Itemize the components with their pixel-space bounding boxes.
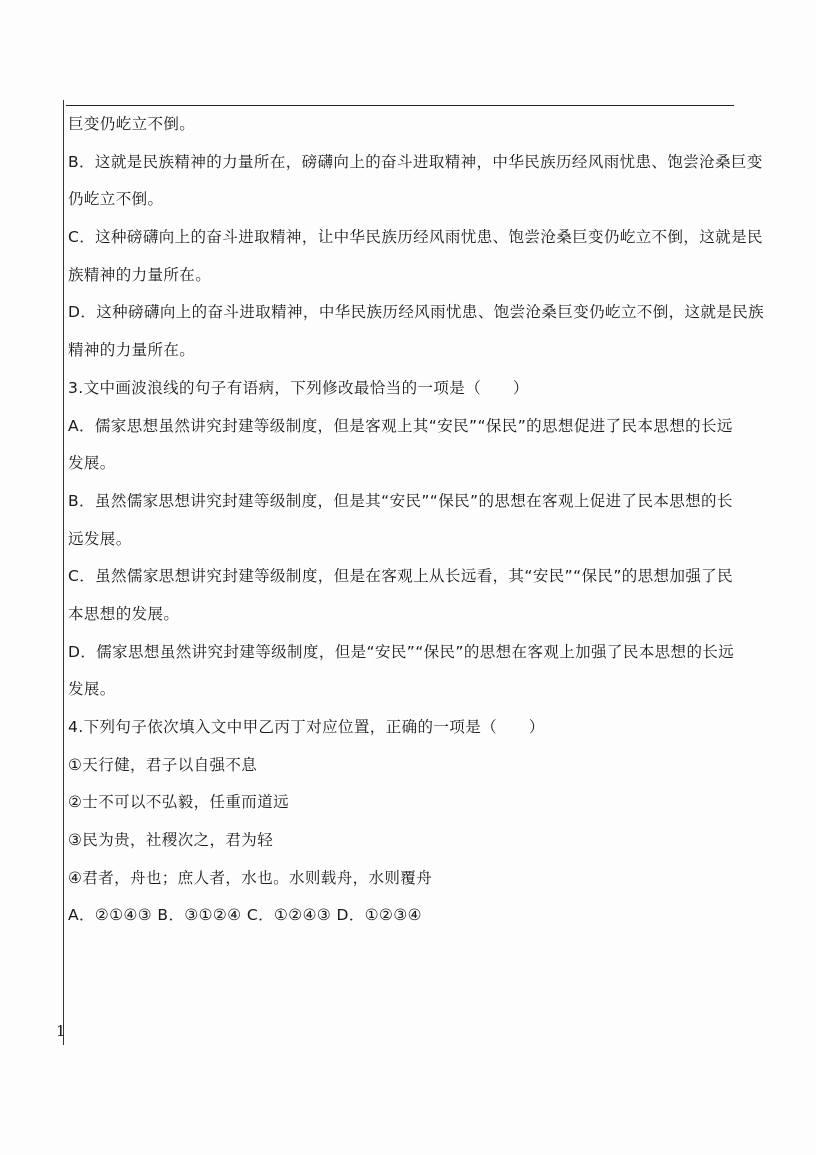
text-line-q4-sentence-2: ②士不可以不弘毅，任重而道远 <box>68 793 289 812</box>
text-line-q2-a-continued: 巨变仍屹立不倒。 <box>68 115 196 133</box>
text-line-q2-option-d-continued: 精神的力量所在。 <box>68 341 196 360</box>
text-line-q3-option-d: D．儒家思想虽然讲究封建等级制度，但是“安民”“保民”的思想在客观上加强了民本思想的长远 <box>68 642 735 661</box>
question-3-stem: 3.文中画波浪线的句子有语病，下列修改最恰当的一项是（ ） <box>68 378 529 397</box>
text-line-q2-option-c-continued: 族精神的力量所在。 <box>68 265 212 284</box>
text-line-q3-option-a-continued: 发展。 <box>68 454 116 473</box>
text-line-q3-option-d-continued: 发展。 <box>68 680 116 699</box>
header-rule <box>66 105 734 106</box>
text-line-q3-option-c-continued: 本思想的发展。 <box>68 604 180 623</box>
text-line-q4-sentence-4: ④君者，舟也；庶人者，水也。水则载舟，水则覆舟 <box>68 868 433 887</box>
text-line-q4-options: A．②①④③ B．③①②④ C．①②④③ D．①②③④ <box>68 906 422 925</box>
question-4-stem: 4.下列句子依次填入文中甲乙丙丁对应位置，正确的一项是（ ） <box>68 718 545 736</box>
text-line-q3-option-a: A．儒家思想虽然讲究封建等级制度，但是客观上其“安民”“保民”的思想促进了民本思想的长远 <box>68 416 733 435</box>
text-line-q2-option-d: D．这种磅礴向上的奋斗进取精神，中华民族历经风雨忧患、饱尝沧桑巨变仍屹立不倒，这就是民族 <box>68 303 765 322</box>
page-marker: 1 <box>56 1022 66 1040</box>
text-line-q2-option-c: C．这种磅礴向上的奋斗进取精神，让中华民族历经风雨忧患、饱尝沧桑巨变仍屹立不倒，这就是民 <box>68 228 763 247</box>
document-body <box>68 114 765 925</box>
text-line-q4-sentence-1: ①天行健，君子以自强不息 <box>68 755 258 774</box>
text-line-q2-option-b-continued: 仍屹立不倒。 <box>68 190 164 209</box>
text-line-q4-sentence-3: ③民为贵，社稷次之，君为轻 <box>68 831 274 850</box>
text-line-q2-option-b: B．这就是民族精神的力量所在，磅礴向上的奋斗进取精神，中华民族历经风雨忧患、饱尝沧桑巨变 <box>68 152 763 171</box>
text-line-q3-option-b: B．虽然儒家思想讲究封建等级制度，但是其“安民”“保民”的思想在客观上促进了民本思想的长 <box>68 491 733 510</box>
text-line-q3-option-b-continued: 远发展。 <box>68 529 132 548</box>
binding-margin-rule <box>63 100 64 1045</box>
text-line-q3-option-c: C．虽然儒家思想讲究封建等级制度，但是在客观上从长远看，其“安民”“保民”的思想加强了民 <box>68 567 734 586</box>
